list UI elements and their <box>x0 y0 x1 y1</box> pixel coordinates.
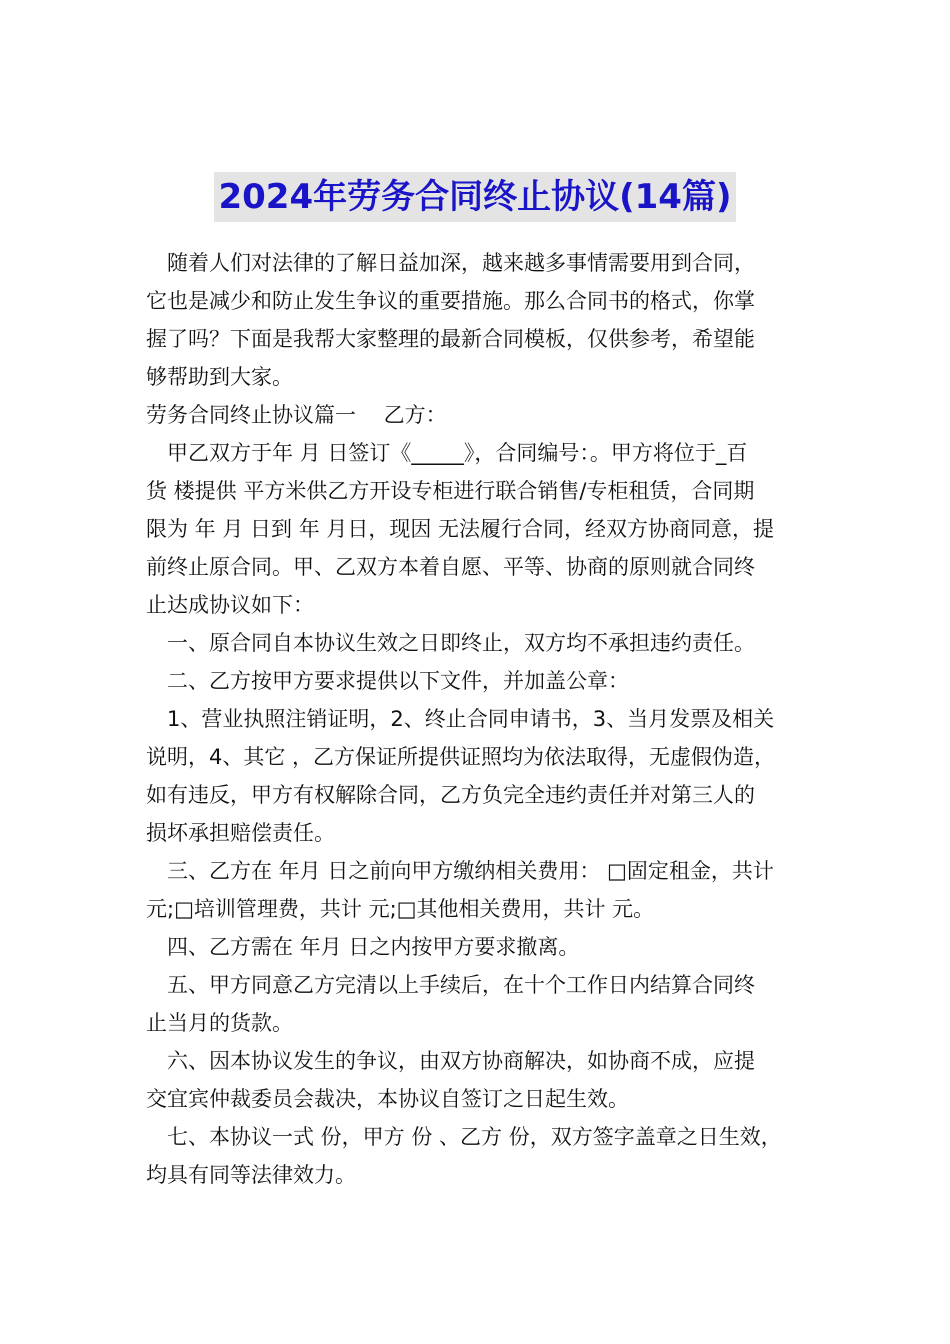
text-line: 均具有同等法律效力。 <box>146 1163 356 1187</box>
clause-1: 一、原合同自本协议生效之日即终止，双方均不承担违约责任。 <box>146 631 755 655</box>
clause-2: 二、乙方按甲方要求提供以下文件，并加盖公章： <box>146 669 629 693</box>
clause-6: 六、因本协议发生的争议，由双方协商解决，如协商不成，应提 <box>146 1049 755 1073</box>
document-body <box>146 244 808 1194</box>
clause-7: 七、本协议一式 份，甲方 份 、乙方 份，双方签字盖章之日生效， <box>146 1125 782 1149</box>
clause-3: 三、乙方在 年月 日之前向甲方缴纳相关费用： □固定租金，共计 <box>146 859 774 883</box>
text-line: 止达成协议如下： <box>146 593 314 617</box>
text-line: 甲乙双方于年 月 日签订《_____》，合同编号：。甲方将位于_百 <box>146 441 748 465</box>
document-title: 2024年劳务合同终止协议(14篇) <box>214 172 735 222</box>
text-line: 止当月的货款。 <box>146 1011 293 1035</box>
text-line: 够帮助到大家。 <box>146 365 293 389</box>
text-line: 说明，4、其它 ，乙方保证所提供证照均为依法取得，无虚假伪造， <box>146 745 776 769</box>
title-area <box>0 172 950 222</box>
clause-4: 四、乙方需在 年月 日之内按甲方要求撤离。 <box>146 935 580 959</box>
clause-5: 五、甲方同意乙方完清以上手续后，在十个工作日内结算合同终 <box>146 973 755 997</box>
text-line: 限为 年 月 日到 年 月日，现因 无法履行合同，经双方协商同意，提 <box>146 517 775 541</box>
text-line: 损坏承担赔偿责任。 <box>146 821 335 845</box>
text-line: 交宜宾仲裁委员会裁决，本协议自签订之日起生效。 <box>146 1087 629 1111</box>
text-line: 握了吗？下面是我帮大家整理的最新合同模板，仅供参考，希望能 <box>146 327 755 351</box>
text-line: 随着人们对法律的了解日益加深，越来越多事情需要用到合同， <box>146 251 755 275</box>
text-line: 它也是减少和防止发生争议的重要措施。那么合同书的格式，你掌 <box>146 289 755 313</box>
text-line: 元;□培训管理费，共计 元;□其他相关费用，共计 元。 <box>146 897 655 921</box>
text-line: 货 楼提供 平方米供乙方开设专柜进行联合销售/专柜租赁，合同期 <box>146 479 755 503</box>
text-line: 前终止原合同。甲、乙双方本着自愿、平等、协商的原则就合同终 <box>146 555 755 579</box>
text-line: 1、营业执照注销证明，2、终止合同申请书，3、当月发票及相关 <box>146 707 775 731</box>
text-line: 如有违反，甲方有权解除合同，乙方负完全违约责任并对第三人的 <box>146 783 755 807</box>
section-heading: 劳务合同终止协议篇一 乙方： <box>146 403 447 427</box>
